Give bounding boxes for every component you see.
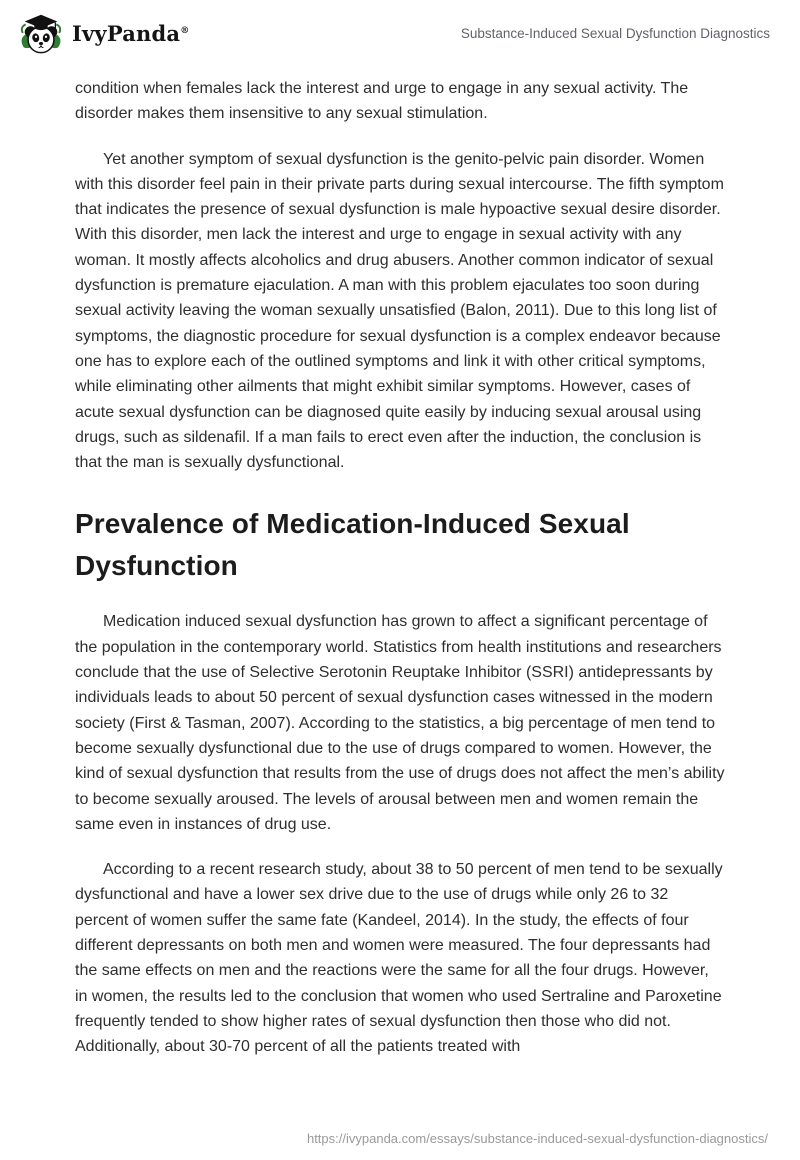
panda-graduate-icon	[18, 10, 64, 56]
section-heading: Prevalence of Medication-Induced Sexual Dysfunction	[75, 508, 630, 582]
paragraph: condition when females lack the interest and urge to engage in any sexual activity. The disorder makes them insensitive to any sexual stimulation.	[75, 80, 689, 123]
source-url-link[interactable]: https://ivypanda.com/essays/substance-induced-sexual-dysfunction-diagnostics/	[306, 1131, 768, 1146]
brand-name: IvyPanda®	[72, 20, 190, 46]
paragraph: Yet another symptom of sexual dysfunction is the genito-pelvic pain disorder. Women with this disorder feel pain in their private parts during sexual intercourse. The fifth symptom that indicates the presence of sexual dysfunction is male hypoactive sexual desire disorder. With this disorder, men lack the interest and urge to engage in sexual activity with any woman. It mostly affects alcoholics and drug abusers. Another common indicator of sexual dysfunction is premature ejaculation. A man with this problem ejaculates too soon during sexual activity leaving the woman sexually unsatisfied (Balon, 2011). Due to this long list of symptoms, the diagnostic procedure for sexual dysfunction is a complex endeavor because one has to explore each of the outlined symptoms and link it with other critical symptoms, while eliminating other ailments that might exhibit similar symptoms. However, cases of acute sexual dysfunction can be diagnosed quite easily by inducing sexual arousal using drugs, such as sildenafil. If a man fails to erect even after the induction, the conclusion is that the man is sexually dysfunctional.	[75, 150, 724, 472]
document-title: Substance-Induced Sexual Dysfunction Diagnostics	[460, 25, 770, 41]
registered-mark: ®	[180, 25, 190, 36]
ivypanda-logo-link[interactable]	[18, 10, 189, 56]
paragraph: According to a recent research study, about 38 to 50 percent of men tend to be sexually dysfunctional and have a lower sex drive due to the use of drugs while only 26 to 32 percent of women suffer the same fate (Kandeel, 2014). In the study, the effects of four different depressants on both men and women were measured. The four depressants had the same effects on men and the reactions were the same for all the four drugs. However, in women, the results led to the conclusion that women who used Sertraline and Paroxetine frequently tended to show higher rates of sexual dysfunction then those who did not. Additionally, about 30-70 percent of all the patients treated with	[75, 861, 723, 1056]
page-header	[0, 0, 800, 58]
page-footer	[0, 1130, 768, 1148]
article-body	[75, 58, 725, 1060]
paragraph: Medication induced sexual dysfunction has grown to affect a significant percentage of the population in the contemporary world. Statistics from health institutions and researchers conclude that the use of Selective Serotonin Reuptake Inhibitor (SSRI) antidepressants by individuals leads to about 50 percent of sexual dysfunction cases witnessed in the modern society (First & Tasman, 2007). According to the statistics, a big percentage of men tend to become sexually dysfunctional due to the use of drugs compared to women. However, the kind of sexual dysfunction that results from the use of drugs does not affect the men’s ability to become sexually aroused. The levels of arousal between men and women remain the same even in instances of drug use.	[75, 613, 725, 833]
